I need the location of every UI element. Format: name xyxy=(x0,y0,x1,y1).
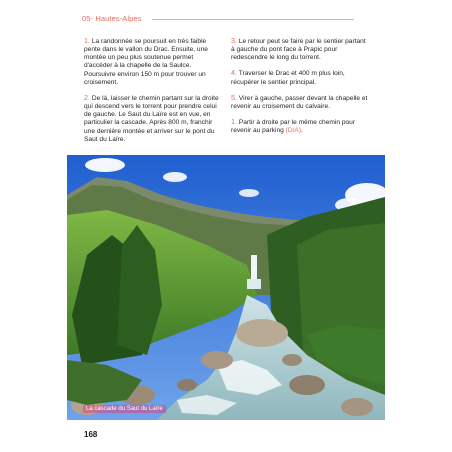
step-item xyxy=(84,94,222,144)
step-text: Partir à droite par le même chemin pour revenir au parking xyxy=(231,119,356,135)
step-number: 1. xyxy=(231,117,237,127)
photo-caption: La cascade du Saut du Laïre xyxy=(83,405,166,413)
page-number: 168 xyxy=(84,430,98,439)
landscape-photo xyxy=(67,155,385,420)
header-rule xyxy=(152,19,354,20)
step-item xyxy=(231,69,369,86)
section-title: 05- Hautes-Alpes xyxy=(82,14,142,23)
step-item xyxy=(231,94,369,111)
step-text: Virer à gauche, passer devant la chapelle et revenir au croisement du calvaire. xyxy=(231,94,368,110)
step-text: Traverser le Drac et 400 m plus loin, récupérer le sentier principal. xyxy=(231,70,345,86)
running-header xyxy=(82,14,142,23)
step-item xyxy=(231,37,369,62)
step-text-tail: . xyxy=(301,127,303,135)
step-number: 2. xyxy=(84,92,90,102)
step-number: 3. xyxy=(231,36,237,45)
step-text: De là, laisser le chemin partant sur la droite qui descend vers le torrent pour prendre celui de gauche. Le Saut du Laïre est en vue, en particulier la cascade. Après 800 m, franchir une dernière montée et arriver sur le pont du Saut du Laïre. xyxy=(84,94,219,143)
step-item xyxy=(84,37,222,87)
column-left xyxy=(84,37,222,151)
column-right xyxy=(231,37,369,142)
waterfall-landscape-image xyxy=(67,155,385,420)
step-text: Le retour peut se faire par le sentier partant à gauche du pont face à Prapic pour redescendre le long du torrent. xyxy=(231,38,366,62)
step-number: 5. xyxy=(231,92,237,102)
step-number: 4. xyxy=(231,68,237,78)
parking-marker: (D/A) xyxy=(285,127,302,135)
step-text: La randonnée se poursuit en très faible pente dans le vallon du Drac. Ensuite, une montée un peu plus soutenue permet d'accéder à la chapelle de la Saulce. Poursuivre environ 150 m pour trouver un croisement. xyxy=(84,38,208,86)
step-number: 1. xyxy=(84,36,90,45)
step-item xyxy=(231,118,369,135)
